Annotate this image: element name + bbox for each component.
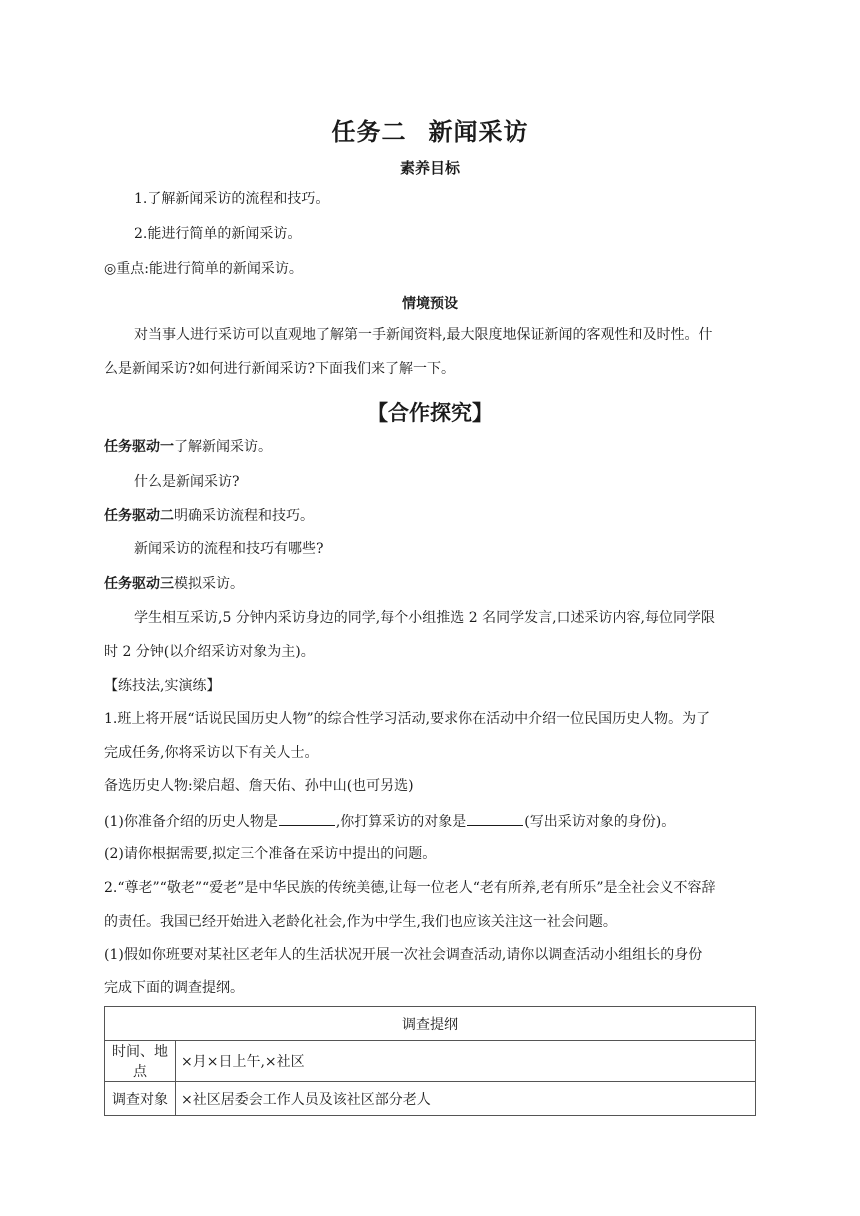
row-label: 时间、地点 xyxy=(105,1041,176,1082)
scenario-heading: 情境预设 xyxy=(402,296,458,312)
sub-question-text: (1)你准备介绍的历史人物是 xyxy=(104,814,278,830)
task-detail: 时 2 分钟(以介绍采访对象为主)。 xyxy=(104,644,315,660)
row-value: ×月×日上午,×社区 xyxy=(176,1041,756,1082)
answer-blank[interactable] xyxy=(279,810,335,826)
question-2-text: 的责任。我国已经开始进入老龄化社会,作为中学生,我们也应该关注这一社会问题。 xyxy=(104,914,617,930)
task-line xyxy=(104,437,756,457)
question-2-sub-1: 完成下面的调查提纲。 xyxy=(104,980,244,996)
sub-question-text: (写出采访对象的身份)。 xyxy=(524,814,676,830)
question-1-text: 完成任务,你将采访以下有关人士。 xyxy=(104,745,319,761)
question-1-candidates: 备选历史人物:梁启超、詹天佑、孙中山(也可另选) xyxy=(104,778,414,794)
row-label: 调查对象 xyxy=(105,1082,176,1116)
survey-outline-table xyxy=(104,1006,756,1116)
page-title xyxy=(104,112,756,147)
goals-heading: 素养目标 xyxy=(399,159,460,177)
task-detail: 新闻采访的流程和技巧有哪些? xyxy=(134,541,324,557)
table-header-row xyxy=(105,1007,756,1041)
table-row xyxy=(105,1041,756,1082)
question-1-sub-2: (2)请你根据需要,拟定三个准备在采访中提出的问题。 xyxy=(104,846,437,862)
key-point: ◎重点:能进行简单的新闻采访。 xyxy=(104,261,303,277)
goal-item: 1.了解新闻采访的流程和技巧。 xyxy=(134,191,330,207)
goal-item: 2.能进行简单的新闻采访。 xyxy=(134,226,302,242)
practice-heading: 【练技法,实演练】 xyxy=(104,678,221,694)
task-label: 任务驱动一 xyxy=(104,439,174,455)
task-line xyxy=(104,574,756,594)
scenario-text-line: 对当事人进行采访可以直观地了解第一手新闻资料,最大限度地保证新闻的客观性和及时性。什 xyxy=(134,327,713,343)
cooperation-heading: 【合作探究】 xyxy=(367,401,493,425)
sub-question-text: ,你打算采访的对象是 xyxy=(335,814,467,830)
title-topic: 新闻采访 xyxy=(428,118,529,146)
task-detail: 学生相互采访,5 分钟内采访身边的同学,每个小组推选 2 名同学发言,口述采访内容,每位同学限 xyxy=(134,610,715,626)
scenario-text-line: 么是新闻采访?如何进行新闻采访?下面我们来了解一下。 xyxy=(104,361,456,377)
question-1-sub-1 xyxy=(104,810,756,832)
task-text: 模拟采访。 xyxy=(174,576,244,592)
task-label: 任务驱动二 xyxy=(104,508,174,524)
answer-blank[interactable] xyxy=(467,810,523,826)
table-row xyxy=(105,1082,756,1116)
question-2-sub-1: (1)假如你班要对某社区老年人的生活状况开展一次社会调查活动,请你以调查活动小组组长的身份 xyxy=(104,947,703,963)
question-1-text: 1.班上将开展“话说民国历史人物”的综合性学习活动,要求你在活动中介绍一位民国历史人物。为了 xyxy=(104,711,711,727)
question-2-text: 2.“尊老”“敬老”“爱老”是中华民族的传统美德,让每一位老人“老有所养,老有所乐”是全社会义不容辞 xyxy=(104,880,716,896)
title-task-number: 任务二 xyxy=(331,118,407,146)
task-line xyxy=(104,506,756,526)
task-text: 了解新闻采访。 xyxy=(174,439,272,455)
row-value: ×社区居委会工作人员及该社区部分老人 xyxy=(176,1082,756,1116)
table-header: 调查提纲 xyxy=(105,1007,756,1041)
task-text: 明确采访流程和技巧。 xyxy=(174,508,314,524)
task-detail: 什么是新闻采访? xyxy=(134,474,240,490)
task-label: 任务驱动三 xyxy=(104,576,174,592)
